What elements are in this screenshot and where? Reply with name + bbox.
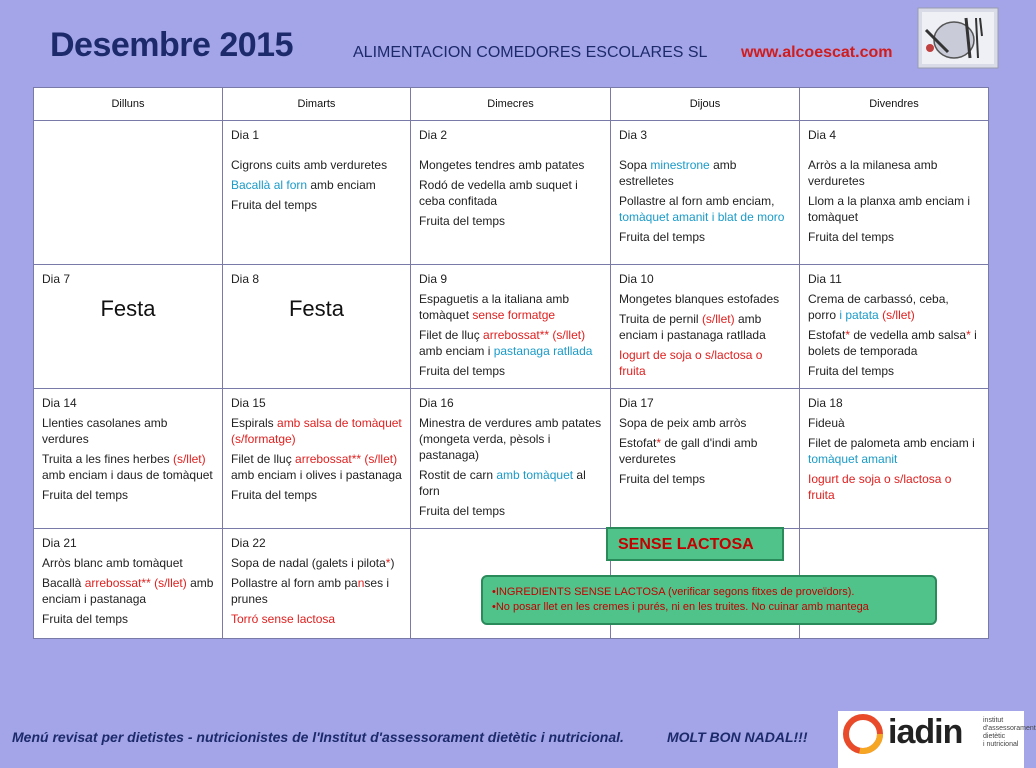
dish-text: Espaguetis a la italiana amb tomàquet [419,292,570,322]
menu-table [33,87,989,639]
day-label: Dia 7 [42,272,71,286]
dish-line [808,291,980,323]
menu-cell [223,389,411,529]
dish-line [419,363,602,379]
iadin-ring-icon [842,713,884,755]
dish-line [808,471,980,503]
dish-text: Fruita del temps [42,488,129,502]
day-label: Dia 11 [808,272,842,286]
dish-text: Arròs a la milanesa amb verduretes [808,158,938,188]
menu-cell [611,265,800,389]
dish-text: pastanaga ratllada [493,344,593,358]
menu-cell [800,121,989,265]
dish-text: Fruita del temps [619,230,706,244]
dish-text: Sopa de peix amb arròs [619,416,747,430]
dish-text: Fruita del temps [419,504,506,518]
dish-text: tomàquet amanit [808,452,898,466]
dish-text: de gall d'indi amb verduretes [619,436,758,466]
footer-greeting: MOLT BON NADAL!!! [667,729,808,745]
dish-text: * [385,556,391,570]
day-label: Dia 9 [419,272,448,286]
dish-text: * [656,436,662,450]
cutlery-logo-icon [918,8,998,68]
menu-cell [411,265,611,389]
menu-cell [34,389,223,529]
holiday-label: Festa [288,296,345,321]
dish-text: Truita de pernil [619,312,702,326]
dish-text: Mongetes blanques estofades [619,292,780,306]
note-line: •INGREDIENTS SENSE LACTOSA (verificar segons fitxes de proveïdors). [492,586,855,598]
dish-line [419,291,602,323]
dish-text: amb enciam i pastanaga ratllada [619,312,766,342]
dish-text: Iogurt de soja o s/lactosa o fruita [619,348,763,378]
dish-text: * [966,328,971,342]
menu-cell [800,389,989,529]
dish-line [231,575,402,607]
table-row [34,265,989,389]
dish-text: Llom a la planxa amb enciam i tomàquet [808,194,971,224]
dish-text: ses i prunes [231,576,390,606]
dish-line [619,157,791,189]
column-header: Divendres [800,88,989,121]
dish-line [42,555,214,571]
dish-text: arrebossat** (s/llet) [84,576,187,590]
dish-text: Torró sense lactosa [231,612,336,626]
menu-cell [611,389,800,529]
dish-text: Estofat [808,328,846,342]
dish-text: Sopa de nadal (galets i pilota [231,556,386,570]
menu-cell [411,121,611,265]
menu-cell [800,265,989,389]
dish-text: arrebossat** (s/llet) [483,328,586,342]
dish-text: Sopa [619,158,651,172]
dish-text: Rodó de vedella amb suquet i ceba confitada [419,178,578,208]
dish-line [619,229,791,245]
dish-text: minestrone [650,158,710,172]
day-label: Dia 16 [419,396,454,410]
dish-text: ) [390,556,395,570]
dish-line [42,415,214,447]
day-label: Dia 14 [42,396,77,410]
dish-line [808,157,980,189]
dish-line [419,213,602,229]
dish-line [231,177,402,193]
menu-cell [223,121,411,265]
dish-line [419,415,602,463]
day-label: Dia 3 [619,128,648,142]
dish-text: Bacallà al forn [231,178,308,192]
dish-text: de vedella amb salsa [850,328,967,342]
menu-cell [34,121,223,265]
dish-text: Fruita del temps [231,488,318,502]
table-row [34,389,989,529]
company-name: ALIMENTACION COMEDORES ESCOLARES SL [353,44,708,61]
sense-lactosa-badge: SENSE LACTOSA [606,527,784,561]
day-label: Dia 18 [808,396,843,410]
dish-text: Fruita del temps [42,612,129,626]
dish-text: Minestra de verdures amb patates (mongeta verda, pèsols i pastanaga) [419,416,602,462]
menu-cell [34,529,223,639]
dish-text: Pollastre al forn amb pa [231,576,358,590]
dish-line [419,177,602,209]
dish-line [808,193,980,225]
dish-line [42,611,214,627]
dish-line [619,291,791,307]
dish-text: Iogurt de soja o s/lactosa o fruita [808,472,952,502]
dish-line [419,157,602,173]
dish-line [619,415,791,431]
dish-text: Fruita del temps [419,364,506,378]
dish-text: Filet de lluç [419,328,484,342]
notes-box [481,575,937,625]
note-line: •No posar llet en les cremes i purés, ni en les truites. No cuinar amb mantega [492,601,869,613]
dish-text: amb enciam i daus de tomàquet [42,468,213,482]
dish-text: Estofat [619,436,657,450]
dish-line [619,311,791,343]
dish-line [808,327,980,359]
dish-line [231,415,402,447]
dish-line [419,327,602,359]
holiday-label: Festa [100,296,156,321]
dish-line [419,503,602,519]
column-header: Dilluns [34,88,223,121]
website-link[interactable]: www.alcoescat.com [741,44,893,61]
dish-text: Truita a les fines herbes [42,452,173,466]
dish-text: amb salsa de tomàquet (s/formatge) [231,416,402,446]
dish-text: arrebossat** (s/llet) [295,452,398,466]
dish-text: amb tomàquet [496,468,574,482]
dish-text: Llenties casolanes amb verdures [42,416,168,446]
dish-text: Filet de lluç [231,452,296,466]
iadin-subtitle: institut d'assessorament dietètic i nutricional [983,717,1036,748]
dish-text: Fideuà [808,416,845,430]
dish-text: Mongetes tendres amb patates [419,158,585,172]
menu-cell [223,265,411,389]
day-label: Dia 8 [231,272,260,286]
day-label: Dia 21 [42,536,77,550]
column-header: Dijous [611,88,800,121]
dish-text: Filet de palometa amb enciam i [808,436,975,450]
dish-text: amb enciam i [419,344,494,358]
dish-line [42,575,214,607]
day-label: Dia 10 [619,272,654,286]
dish-text: Fruita del temps [619,472,706,486]
dish-line [231,451,402,483]
dish-text: Pollastre al forn amb enciam, [619,194,775,208]
dish-line [619,347,791,379]
dish-line [619,471,791,487]
dish-text: Bacallà [42,576,85,590]
column-header: Dimarts [223,88,411,121]
dish-line [619,193,791,225]
dish-text: Espirals [231,416,278,430]
dish-text: (s/llet) [882,308,915,322]
footer-note: Menú revisat per dietistes - nutricionistes de l'Institut d'assessorament dietètic i nutricional. [12,729,624,745]
day-label: Dia 17 [619,396,654,410]
column-header: Dimecres [411,88,611,121]
dish-text: amb estrelletes [619,158,737,188]
dish-text: amb enciam i olives i pastanaga [231,468,402,482]
dish-line [808,363,980,379]
dish-text: sense formatge [472,308,556,322]
table-row [34,121,989,265]
dish-line [619,435,791,467]
day-label: Dia 1 [231,128,260,142]
dish-text: Fruita del temps [808,364,895,378]
page-title: Desembre 2015 [50,26,294,64]
dish-line [231,487,402,503]
dish-line [808,415,980,431]
dish-line [231,611,402,627]
menu-cell [611,121,800,265]
dish-line [419,467,602,499]
day-label: Dia 2 [419,128,448,142]
dish-line [231,157,402,173]
dish-line [808,229,980,245]
dish-line [42,451,214,483]
dish-text: amb enciam i pastanaga [42,576,214,606]
dish-line [808,435,980,467]
dish-line [231,197,402,213]
dish-text: Fruita del temps [419,214,506,228]
dish-line [231,555,402,571]
iadin-name: iadin [888,713,963,751]
dish-text: Fruita del temps [231,198,318,212]
dish-line [42,487,214,503]
dish-text: n [357,576,365,590]
dish-text: tomàquet amanit i blat de moro [619,210,785,224]
dish-text: Arròs blanc amb tomàquet [42,556,183,570]
dish-text: (s/llet) [701,312,735,326]
menu-cell [34,265,223,389]
dish-text: i bolets de temporada [808,328,977,358]
dish-text: amb enciam [307,178,376,192]
header-row [34,88,989,121]
dish-text: Cigrons cuits amb verduretes [231,158,388,172]
dish-text: * [845,328,851,342]
menu-cell [223,529,411,639]
dish-text: al forn [419,468,586,498]
menu-cell [411,389,611,529]
dish-text: Fruita del temps [808,230,895,244]
dish-text: (s/llet) [172,452,206,466]
dish-text: Rostit de carn [419,468,497,482]
iadin-logo [838,711,1036,768]
day-label: Dia 15 [231,396,266,410]
day-label: Dia 4 [808,128,837,142]
dish-text: Crema de carbassó, ceba, porro [808,292,949,322]
dish-text: i patata [839,308,879,322]
day-label: Dia 22 [231,536,266,550]
